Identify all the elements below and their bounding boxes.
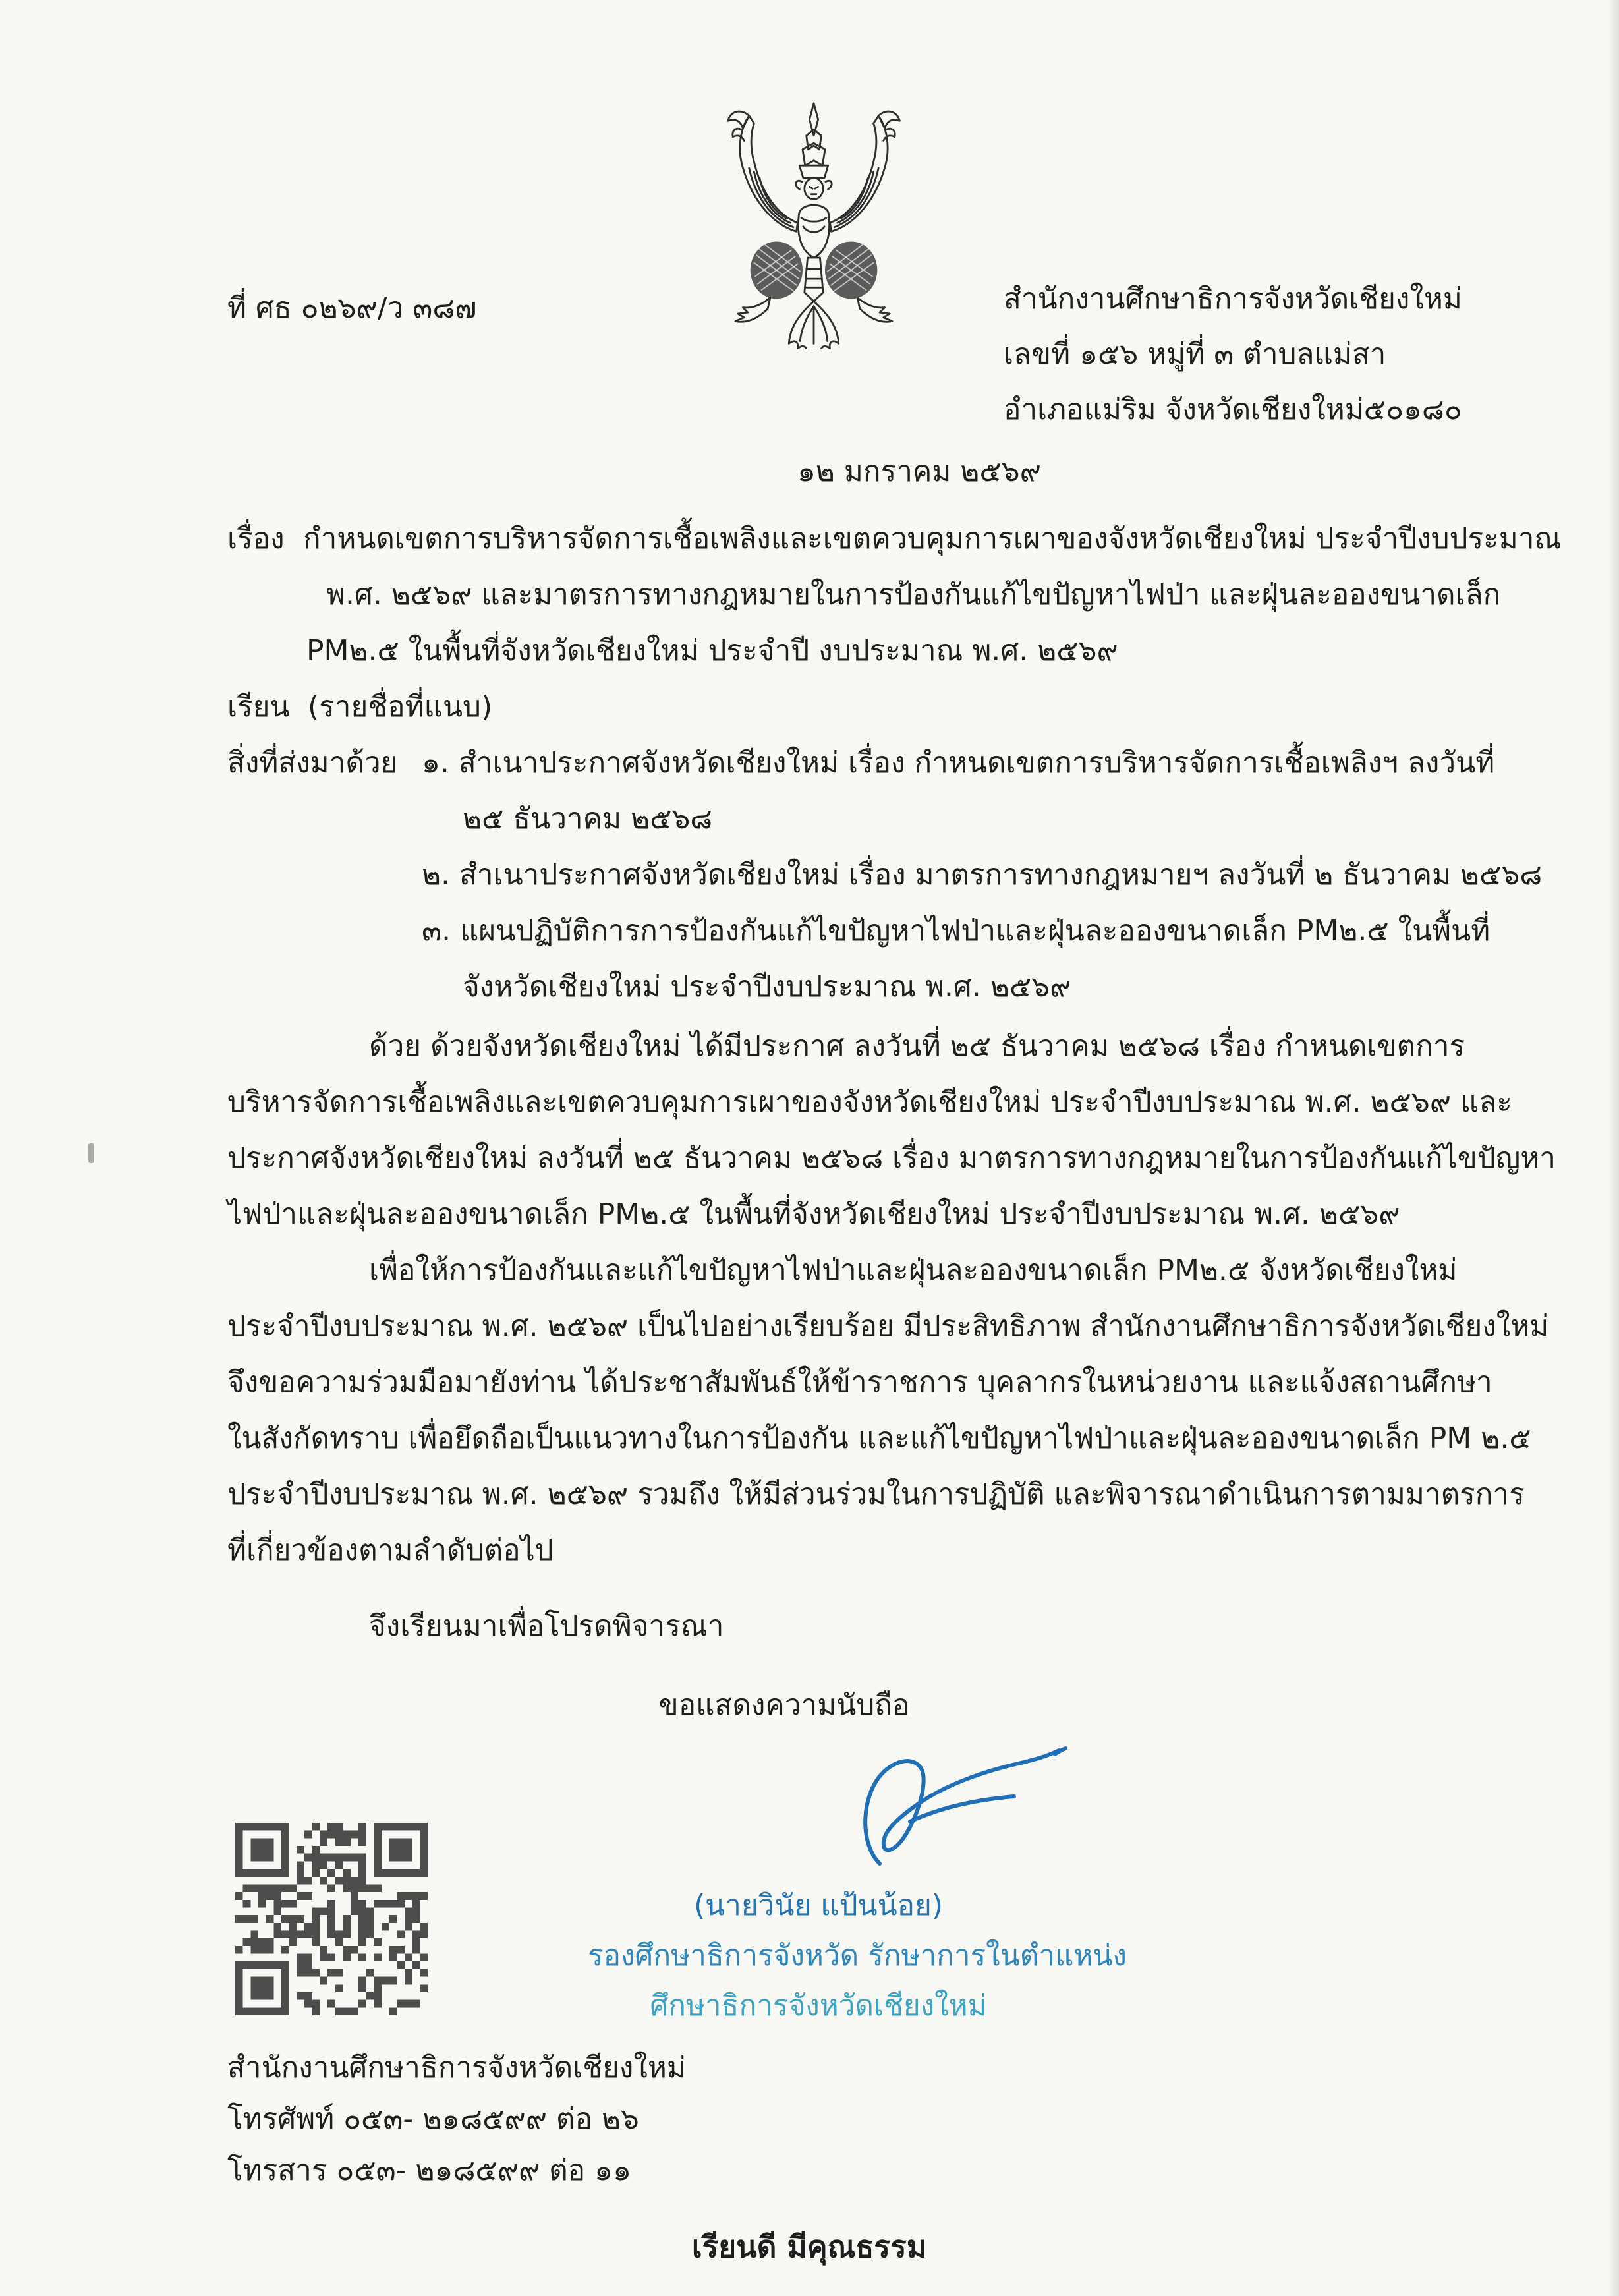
body-paragraph-1-line: บริหารจัดการเชื้อเพลิงและเขตควบคุมการเผาของจังหวัดเชียงใหม่ ประจำปีงบประมาณ พ.ศ. ๒๕๖๙ และ <box>227 1085 1512 1119</box>
body-paragraph-2-line: จึงขอความร่วมมือมายังท่าน ได้ประชาสัมพันธ์ให้ข้าราชการ บุคลากรในหน่วยงาน และแจ้งสถานศึกษา <box>227 1365 1492 1399</box>
qr-code <box>235 1823 428 2015</box>
signature-image <box>853 1741 1081 1873</box>
enclosure-item-3-line-1: ๓. แผนปฏิบัติการการป้องกันแก้ไขปัญหาไฟป่าและฝุ่นละอองขนาดเล็ก PM๒.๕ ในพื้นที่ <box>422 914 1491 948</box>
scan-edge-shadow <box>1608 0 1619 2296</box>
motto: เรียนดี มีคุณธรรม <box>691 2229 927 2264</box>
letter-date: ๑๒ มกราคม ๒๕๖๙ <box>797 455 1041 488</box>
sender-address-line-2: เลขที่ ๑๕๖ หมู่ที่ ๓ ตำบลแม่สา <box>1004 337 1386 371</box>
subject-line-3: PM๒.๕ ในพื้นที่จังหวัดเชียงใหม่ ประจำปี งบประมาณ พ.ศ. ๒๕๖๙ <box>306 634 1118 668</box>
enclosure-item-1-line-1: ๑. สำเนาประกาศจังหวัดเชียงใหม่ เรื่อง กำหนดเขตการบริหารจัดการเชื้อเพลิงฯ ลงวันที่ <box>422 746 1495 780</box>
enclosure-item-1-line-2: ๒๕ ธันวาคม ๒๕๖๘ <box>463 802 713 836</box>
closing-request: จึงเรียนมาเพื่อโปรดพิจารณา <box>369 1609 724 1643</box>
footer-office-name: สำนักงานศึกษาธิการจังหวัดเชียงใหม่ <box>227 2051 686 2084</box>
recipient-label: เรียน <box>227 690 290 724</box>
subject-label: เรื่อง <box>227 522 285 556</box>
body-paragraph-1-line: ไฟป่าและฝุ่นละอองขนาดเล็ก PM๒.๕ ในพื้นที่จังหวัดเชียงใหม่ ประจำปีงบประมาณ พ.ศ. ๒๕๖๙ <box>227 1197 1400 1231</box>
body-paragraph-2-line: ประจำปีงบประมาณ พ.ศ. ๒๕๖๙ เป็นไปอย่างเรียบร้อย มีประสิทธิภาพ สำนักงานศึกษาธิการจังหวัดเชียงใหม่ <box>227 1309 1549 1343</box>
footer-phone: โทรศัพท์ ๐๕๓- ๒๑๘๕๙๙ ต่อ ๒๖ <box>227 2102 639 2136</box>
body-paragraph-2-line: ที่เกี่ยวข้องตามลำดับต่อไป <box>227 1534 554 1567</box>
signer-position-line-1: รองศึกษาธิการจังหวัด รักษาการในตำแหน่ง <box>588 1939 1127 1972</box>
sender-address-line-3: อำเภอแม่ริม จังหวัดเชียงใหม่๕๐๑๘๐ <box>1004 393 1462 426</box>
signer-position-line-2: ศึกษาธิการจังหวัดเชียงใหม่ <box>650 1989 987 2023</box>
enclosure-item-3-line-2: จังหวัดเชียงใหม่ ประจำปีงบประมาณ พ.ศ. ๒๕๖๙ <box>463 970 1071 1004</box>
body-paragraph-2-line: ประจำปีงบประมาณ พ.ศ. ๒๕๖๙ รวมถึง ให้มีส่วนร่วมในการปฏิบัติ และพิจารณาดำเนินการตามมาตรการ <box>227 1478 1525 1511</box>
body-paragraph-2-line: เพื่อให้การป้องกันและแก้ไขปัญหาไฟป่าและฝุ่นละอองขนาดเล็ก PM๒.๕ จังหวัดเชียงใหม่ <box>369 1253 1458 1287</box>
signature-stroke <box>865 1748 1065 1864</box>
recipient-value: (รายชื่อที่แนบ) <box>308 690 493 724</box>
body-paragraph-1-line: ด้วย ด้วยจังหวัดเชียงใหม่ ได้มีประกาศ ลงวันที่ ๒๕ ธันวาคม ๒๕๖๘ เรื่อง กำหนดเขตการ <box>369 1029 1465 1063</box>
enclosure-item-2: ๒. สำเนาประกาศจังหวัดเชียงใหม่ เรื่อง มาตรการทางกฎหมายฯ ลงวันที่ ๒ ธันวาคม ๒๕๖๘ <box>422 858 1543 892</box>
footer-fax: โทรสาร ๐๕๓- ๒๑๘๕๙๙ ต่อ ๑๑ <box>227 2154 632 2187</box>
enclosure-label: สิ่งที่ส่งมาด้วย <box>227 746 398 780</box>
scan-artifact-dash <box>88 1143 94 1163</box>
body-paragraph-2-line: ในสังกัดทราบ เพื่อยึดถือเป็นแนวทางในการป้องกัน และแก้ไขปัญหาไฟป่าและฝุ่นละอองขนาดเล็ก PM ๒.๕ <box>227 1421 1531 1455</box>
ref-number: ที่ ศธ ๐๒๖๙/ว ๓๘๗ <box>227 291 477 325</box>
sender-address-line-1: สำนักงานศึกษาธิการจังหวัดเชียงใหม่ <box>1004 282 1462 316</box>
subject-line-2: พ.ศ. ๒๕๖๙ และมาตรการทางกฎหมายในการป้องกันแก้ไขปัญหาไฟป่า และฝุ่นละอองขนาดเล็ก <box>326 578 1501 612</box>
salutation: ขอแสดงความนับถือ <box>658 1688 910 1722</box>
signer-name: (นายวินัย แป้นน้อย) <box>693 1889 944 1922</box>
body-paragraph-1-line: ประกาศจังหวัดเชียงใหม่ ลงวันที่ ๒๕ ธันวาคม ๒๕๖๘ เรื่อง มาตรการทางกฎหมายในการป้องกันแก้ไขปัญหา <box>227 1141 1556 1175</box>
garuda-emblem-icon <box>702 99 926 349</box>
subject-line-1: กำหนดเขตการบริหารจัดการเชื้อเพลิงและเขตควบคุมการเผาของจังหวัดเชียงใหม่ ประจำปีงบประมาณ <box>303 522 1562 556</box>
